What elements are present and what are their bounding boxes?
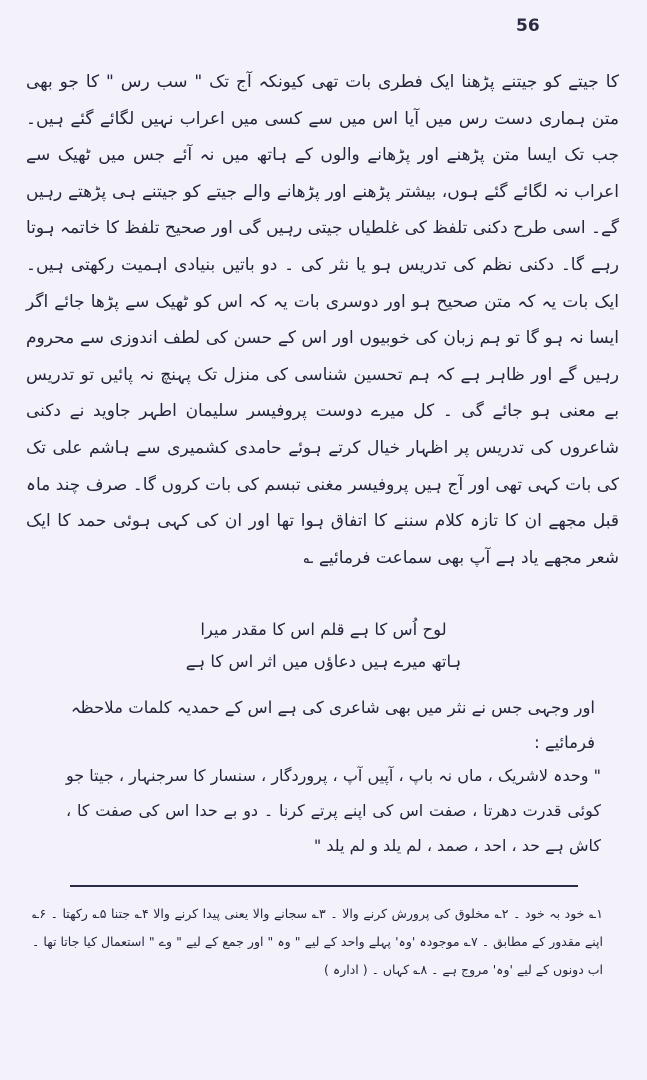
verse-line-2: ہاتھ میرے ہیں دعاؤں میں اثر اس کا ہے: [185, 652, 462, 671]
hamd-quote-text: " وحدہ لاشریک ، ماں نہ باپ ، آپیں آپ ، پروردگار ، سنسار کا سرجنہار ، جیتا جو کوئی قدرت دھرتا ، صفت اس کی اپنے پرتے کرنا ۔ دو بے حدا اس کی صفت کا ، کاش ہے حد ، احد ، صمد ، لم یلد و لم یلد ": [66, 766, 601, 855]
intro-paragraph: [40, 690, 595, 760]
intro-paragraph-text: اور وجہی جس نے نثر میں بھی شاعری کی ہے اس کے حمدیہ کلمات ملاحظہ فرمائیے :: [70, 698, 595, 752]
main-paragraph-text: کا جیتے کو جیتنے پڑھنا ایک فطری بات تھی کیونکہ آج تک " سب رس " کا جو بھی متن ہماری دست رس میں آیا اس میں سے کسی میں اعراب نہیں لگائے گئے ہیں۔ جب تک ایسا متن پڑھنے اور پڑھانے والوں کے ہاتھ میں نہ آئے جس میں ٹھیک سے اعراب نہ لگائے گئے ہوں، بیشتر پڑھنے اور پڑھانے والے جیتے کو جیتنے ہی پڑھتے رہیں گے۔ اسی طرح دکنی تلفظ کی غلطیاں جیتی رہیں گی اور صحیح تلفظ کا خاتمہ ہوتا رہے گا۔ دکنی نظم کی تدریس ہو یا نثر کی ۔ دو باتیں بنیادی اہمیت رکھتی ہیں۔ ایک بات یہ کہ متن صحیح ہو اور دوسری بات یہ کہ اس کو ٹھیک سے پڑھا جائے اگر ایسا نہ ہو گا تو ہم زبان کی خوبیوں اور اس کے حسن کی لطف اندوزی سے محروم رہیں گے اور ظاہر ہے کہ ہم تحسین شناسی کی منزل تک پہنچ نہ پائیں تو تدریس بے معنی ہو جائے گی ۔ کل میرے دوست پروفیسر سلیمان اطہر جاوید نے دکنی شاعروں کی تدریس پر اظہار خیال کرتے ہوئے حامدی کشمیری سے ہاشم علی تک کی بات کہی تھی اور آج ہیں پروفیسر مغنی تبسم کی بات کروں گا۔ صرف چند ماہ قبل مجھے ان کا تازہ کلام سننے کا اتفاق ہوا تھا اور ان کی کہی ہوئی حمد کا ایک شعر مجھے یاد ہے آپ بھی سماعت فرمائیے ؎: [26, 72, 619, 568]
footnotes-text: ۱؎ خود بہ خود ۔ ۲؎ مخلوق کی پرورش کرنے والا ۔ ۳؎ سجانے والا یعنی پیدا کرنے والا ۴؎ جتنا ۵؎ رکھتا ۔ ۶؎ اپنے مقدور کے مطابق ۔ ۷؎ موجودہ 'وہ' پہلے واحد کے لیے " وہ " اور جمع کے لیے " وے " استعمال کیا جاتا تھا ۔ اب دونوں کے لیے 'وہ' مروج ہے ۔ ۸؎ کہاں ۔ ( ادارہ ): [32, 906, 603, 977]
main-paragraph: [26, 64, 619, 576]
footnotes: [32, 900, 603, 984]
page-number: 56: [516, 16, 540, 36]
hamd-quote: [66, 758, 601, 863]
footnote-divider: [70, 885, 578, 887]
verse-line-1: لوح اُس کا ہے قلم اس کا مقدر میرا: [200, 620, 447, 639]
